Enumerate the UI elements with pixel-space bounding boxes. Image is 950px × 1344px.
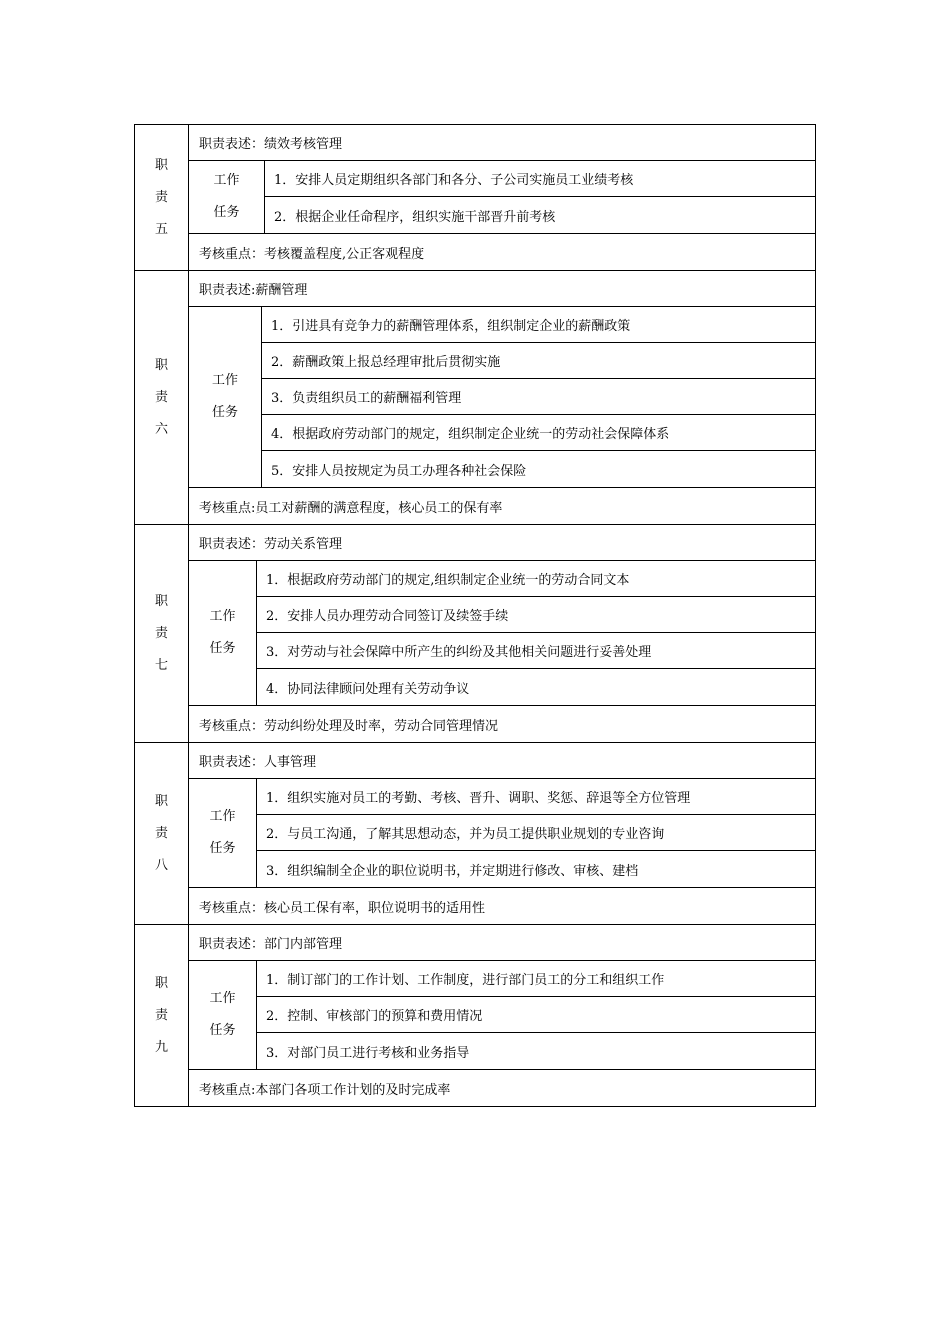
work-task-label-line: 任务 [211, 405, 238, 420]
duty-label-char: 八 [154, 857, 168, 873]
task-item: 4．根据政府劳动部门的规定，组织制定企业统一的劳动社会保障体系 [262, 415, 815, 451]
task-item: 1．组织实施对员工的考勤、考核、晋升、调职、奖惩、辞退等全方位管理 [257, 779, 815, 815]
duty-label-char: 九 [154, 1039, 168, 1055]
duty-label-char: 责 [154, 189, 168, 205]
duty-description: 职责表述：部门内部管理 [189, 925, 815, 961]
work-task-label [189, 161, 265, 233]
task-item: 5．安排人员按规定为员工办理各种社会保险 [271, 463, 527, 479]
task-item: 1．制订部门的工作计划、工作制度，进行部门员工的分工和组织工作 [257, 961, 815, 997]
task-item: 2．薪酬政策上报总经理审批后贯彻实施 [262, 343, 815, 379]
duty-description: 职责表述:薪酬管理 [189, 271, 815, 307]
duty-block-8 [134, 742, 816, 924]
work-task-label [189, 307, 262, 487]
task-item: 2．根据企业任命程序，组织实施干部晋升前考核 [274, 209, 556, 225]
duty-table [134, 124, 816, 1107]
duty-label-char: 责 [154, 825, 168, 841]
duty-label-char: 职 [154, 975, 168, 991]
assessment-focus: 考核重点：考核覆盖程度,公正客观程度 [199, 246, 425, 262]
work-task-label-line: 任务 [209, 641, 236, 656]
work-task-label [189, 561, 257, 705]
work-task-label-line: 任务 [209, 841, 236, 856]
duty-label [135, 743, 189, 924]
work-task-label-line: 任务 [213, 205, 240, 220]
duty-label [135, 271, 189, 524]
task-item: 1．安排人员定期组织各部门和各分、子公司实施员工业绩考核 [265, 161, 815, 197]
duty-label-char: 责 [154, 389, 168, 405]
task-item: 1．引进具有竞争力的薪酬管理体系，组织制定企业的薪酬政策 [262, 307, 815, 343]
task-item: 2．与员工沟通，了解其思想动态，并为员工提供职业规划的专业咨询 [257, 815, 815, 851]
duty-description: 职责表述：绩效考核管理 [189, 125, 815, 161]
duty-block-6 [134, 270, 816, 524]
assessment-focus: 考核重点：核心员工保有率，职位说明书的适用性 [199, 900, 486, 916]
duty-block-9 [134, 924, 816, 1107]
work-task-label-line: 工作 [209, 609, 236, 624]
duty-label-char: 职 [154, 793, 168, 809]
task-item: 3．对劳动与社会保障中所产生的纠纷及其他相关问题进行妥善处理 [257, 633, 815, 669]
duty-label [135, 925, 189, 1106]
duty-description: 职责表述：人事管理 [189, 743, 815, 779]
task-item: 1．根据政府劳动部门的规定,组织制定企业统一的劳动合同文本 [257, 561, 815, 597]
work-task-label-line: 工作 [211, 373, 238, 388]
work-task-label [189, 961, 257, 1069]
work-task-label-line: 工作 [209, 809, 236, 824]
work-task-label [189, 779, 257, 887]
duty-label-char: 职 [154, 157, 168, 173]
task-item: 2．控制、审核部门的预算和费用情况 [257, 997, 815, 1033]
duty-label-char: 七 [154, 657, 168, 673]
task-item: 3．负责组织员工的薪酬福利管理 [262, 379, 815, 415]
task-item: 2．安排人员办理劳动合同签订及续签手续 [257, 597, 815, 633]
work-task-label-line: 任务 [209, 1023, 236, 1038]
work-task-label-line: 工作 [209, 991, 236, 1006]
task-item: 3．对部门员工进行考核和业务指导 [266, 1045, 470, 1061]
duty-block-5 [134, 124, 816, 270]
assessment-focus: 考核重点:本部门各项工作计划的及时完成率 [199, 1082, 451, 1098]
work-task-label-line: 工作 [213, 173, 240, 188]
assessment-focus: 考核重点：劳动纠纷处理及时率，劳动合同管理情况 [199, 718, 499, 734]
duty-description: 职责表述：劳动关系管理 [189, 525, 815, 561]
duty-label [135, 525, 189, 742]
duty-label-char: 职 [154, 357, 168, 373]
duty-label-char: 责 [154, 625, 168, 641]
duty-label-char: 五 [154, 221, 168, 237]
duty-label-char: 责 [154, 1007, 168, 1023]
task-item: 3．组织编制全企业的职位说明书，并定期进行修改、审核、建档 [266, 863, 639, 879]
duty-block-7 [134, 524, 816, 742]
duty-label [135, 125, 189, 270]
task-item: 4．协同法律顾问处理有关劳动争议 [266, 681, 470, 697]
assessment-focus: 考核重点:员工对薪酬的满意程度，核心员工的保有率 [199, 500, 503, 516]
duty-label-char: 职 [154, 593, 168, 609]
duty-label-char: 六 [154, 421, 168, 437]
